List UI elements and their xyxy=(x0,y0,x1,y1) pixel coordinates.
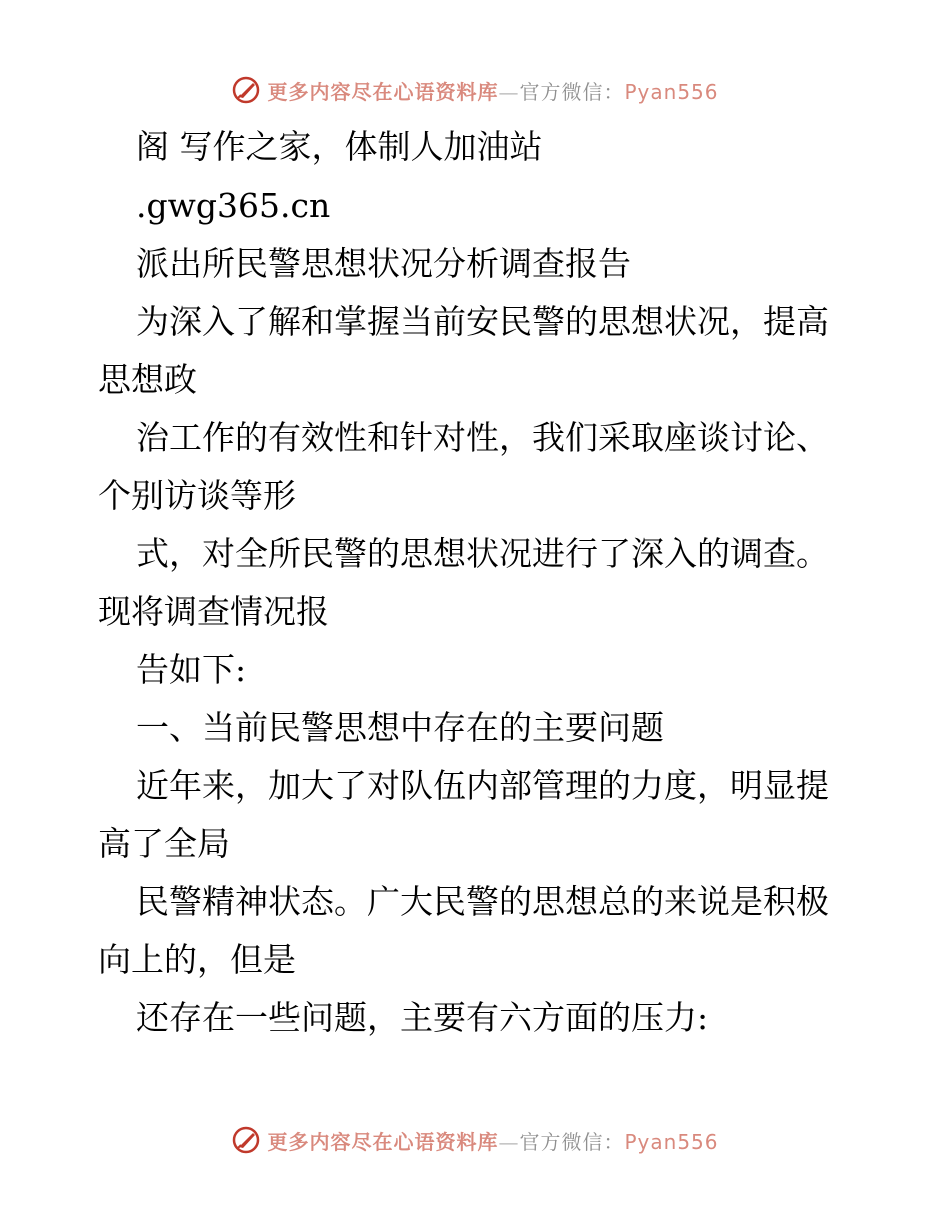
doc-paragraph-line: 高了全局 xyxy=(98,824,230,863)
doc-title: 派出所民警思想状况分析调查报告 xyxy=(136,244,631,283)
doc-paragraph-line: 思想政 xyxy=(98,360,197,399)
doc-paragraph-line: 近年来，加大了对队伍内部管理的力度，明显提 xyxy=(136,766,829,805)
footer-watermark xyxy=(0,1122,950,1158)
watermark-wechat-id: Pyan556 xyxy=(624,1129,719,1154)
doc-paragraph-line: 为深入了解和掌握当前安民警的思想状况，提高 xyxy=(136,302,829,341)
watermark-separator: — xyxy=(498,1129,520,1154)
doc-section-heading: 一、当前民警思想中存在的主要问题 xyxy=(136,708,664,747)
doc-paragraph-line: 治工作的有效性和针对性，我们采取座谈讨论、 xyxy=(136,418,829,457)
doc-line-website: .gwg365.cn xyxy=(136,186,331,225)
doc-line-header-site: 阁 写作之家，体制人加油站 xyxy=(136,127,543,166)
doc-paragraph-line: 民警精神状态。广大民警的思想总的来说是积极 xyxy=(136,882,829,921)
quill-logo-icon xyxy=(231,1125,261,1155)
watermark-separator: — xyxy=(498,79,520,104)
doc-paragraph-line: 现将调查情况报 xyxy=(98,592,329,631)
watermark-wechat-id: Pyan556 xyxy=(624,79,719,104)
doc-paragraph-line: 向上的，但是 xyxy=(98,940,296,979)
watermark-main-text: 更多内容尽在心语资料库 xyxy=(267,1129,499,1154)
quill-logo-icon xyxy=(231,75,261,105)
watermark-label: 官方微信： xyxy=(519,1129,625,1154)
doc-paragraph-line: 式，对全所民警的思想状况进行了深入的调查。 xyxy=(136,534,829,573)
watermark-label: 官方微信： xyxy=(519,79,625,104)
doc-paragraph-line: 告如下: xyxy=(136,650,247,689)
header-watermark xyxy=(0,72,950,108)
watermark-text xyxy=(267,1126,718,1155)
watermark-text xyxy=(267,76,718,105)
doc-paragraph-line: 个别访谈等形 xyxy=(98,476,296,515)
watermark-main-text: 更多内容尽在心语资料库 xyxy=(267,79,499,104)
doc-paragraph-line: 还存在一些问题，主要有六方面的压力: xyxy=(136,998,709,1037)
